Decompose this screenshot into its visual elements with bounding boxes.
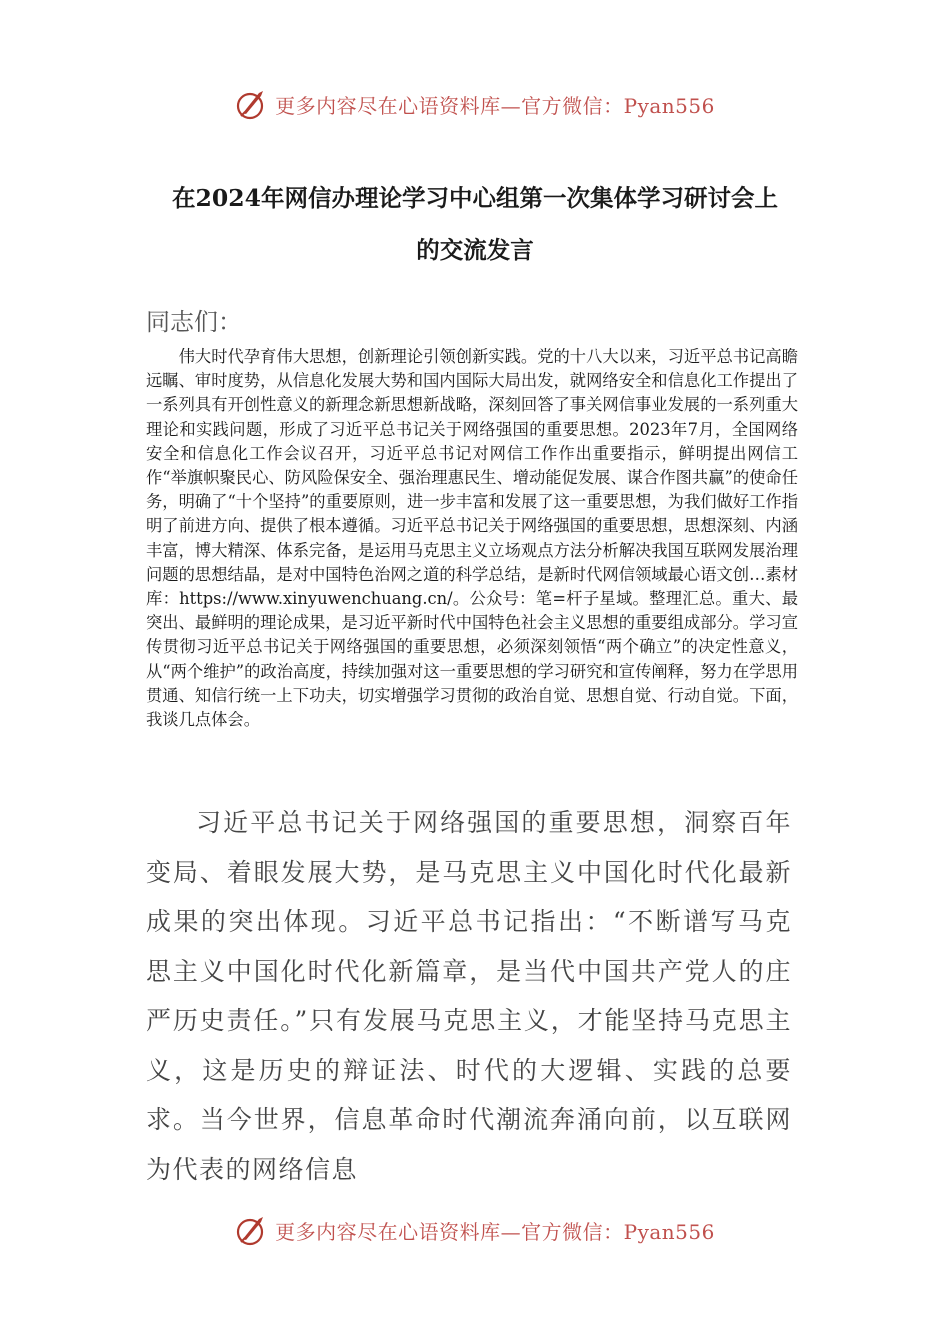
title-line-1: 在2024年网信办理论学习中心组第一次集体学习研讨会上 bbox=[172, 184, 778, 212]
watermark-text: 更多内容尽在心语资料库—官方微信：Pyan556 bbox=[275, 1219, 715, 1244]
watermark-banner-top bbox=[0, 82, 950, 126]
paragraph-main: 习近平总书记关于网络强国的重要思想，洞察百年变局、着眼发展大势，是马克思主义中国化时代化最新成果的突出体现。习近平总书记指出：“不断谱写马克思主义中国化时代化新篇章，是当代中国共产党人的庄严历史责任。”只有发展马克思主义，才能坚持马克思主义，这是历史的辩证法、时代的大逻辑、实践的总要求。当今世界，信息革命时代潮流奔涌向前，以互联网为代表的网络信息 bbox=[146, 808, 792, 1184]
document-title bbox=[120, 172, 830, 276]
quill-pen-circle-icon bbox=[235, 87, 269, 121]
paragraph-intro: 伟大时代孕育伟大思想，创新理论引领创新实践。党的十八大以来，习近平总书记高瞻远瞩、审时度势，从信息化发展大势和国内国际大局出发，就网络安全和信息化工作提出了一系列具有开创性意义的新理念新思想新战略，深刻回答了事关网信事业发展的一系列重大理论和实践问题，形成了习近平总书记关于网络强国的重要思想。2023年7月，全国网络安全和信息化工作会议召开，习近平总书记对网信工作作出重要指示，鲜明提出网信工作“举旗帜聚民心、防风险保安全、强治理惠民生、增动能促发展、谋合作图共赢”的使命任务，明确了“十个坚持”的重要原则，进一步丰富和发展了这一重要思想，为我们做好工作指明了前进方向、提供了根本遵循。习近平总书记关于网络强国的重要思想，思想深刻、内涵丰富，博大精深、体系完备，是运用马克思主义立场观点方法分析解决我国互联网发展治理问题的思想结晶，是对中国特色治网之道的科学总结，是新时代网信领域最心语文创…素材库：https://www.xinyuwenchuang.cn/。公众号：笔=杆子星域。整理汇总。重大、最突出、最鲜明的理论成果，是习近平新时代中国特色社会主义思想的重要组成部分。学习宣传贯彻习近平总书记关于网络强国的重要思想，必须深刻领悟“两个确立”的决定性意义，从“两个维护”的政治高度，持续加强对这一重要思想的学习研究和宣传阐释，努力在学思用贯通、知信行统一上下功夫，切实增强学习贯彻的政治自觉、思想自觉、行动自觉。下面，我谈几点体会。 bbox=[146, 347, 798, 730]
watermark-banner-bottom bbox=[0, 1208, 950, 1252]
watermark-text: 更多内容尽在心语资料库—官方微信：Pyan556 bbox=[275, 93, 715, 118]
quill-pen-circle-icon bbox=[235, 1213, 269, 1247]
title-line-2: 的交流发言 bbox=[416, 236, 534, 264]
salutation: 同志们： bbox=[146, 308, 242, 336]
